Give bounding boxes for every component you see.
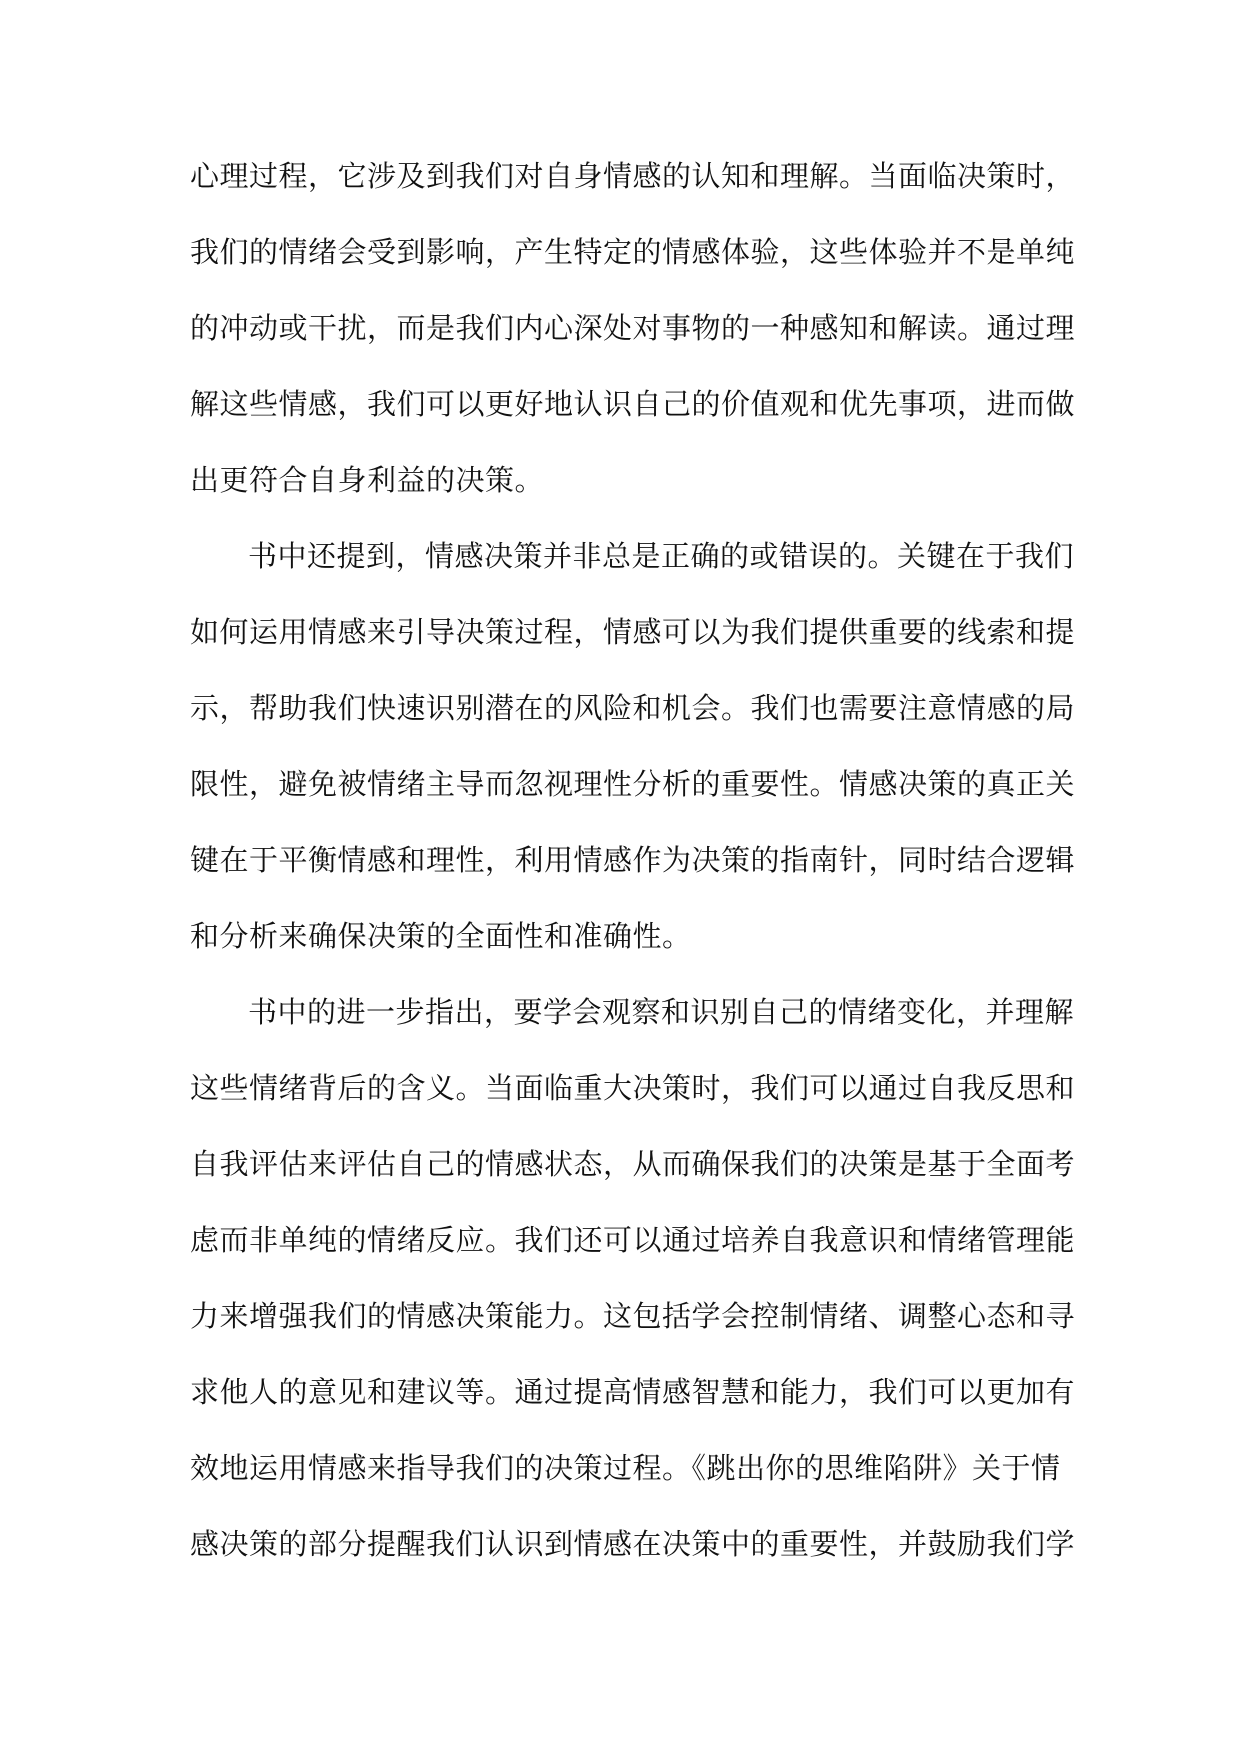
paragraph-line: 的冲动或干扰，而是我们内心深处对事物的一种感知和解读。通过理 [190, 311, 1076, 345]
paragraph-line: 效地运用情感来指导我们的决策过程。《跳出你的思维陷阱》关于情 [190, 1451, 1061, 1485]
paragraph-line: 感决策的部分提醒我们认识到情感在决策中的重要性，并鼓励我们学 [190, 1527, 1076, 1561]
paragraph-line: 虑而非单纯的情绪反应。我们还可以通过培养自我意识和情绪管理能 [190, 1223, 1076, 1257]
paragraph-line: 限性，避免被情绪主导而忽视理性分析的重要性。情感决策的真正关 [190, 767, 1076, 801]
paragraph-line: 和分析来确保决策的全面性和准确性。 [190, 919, 692, 953]
paragraph-line: 示，帮助我们快速识别潜在的风险和机会。我们也需要注意情感的局 [190, 691, 1076, 725]
paragraph-line: 出更符合自身利益的决策。 [190, 463, 545, 497]
paragraph-line: 键在于平衡情感和理性，利用情感作为决策的指南针，同时结合逻辑 [190, 843, 1076, 877]
paragraph-line: 心理过程，它涉及到我们对自身情感的认知和理解。当面临决策时， [190, 159, 1076, 193]
paragraph-line: 这些情绪背后的含义。当面临重大决策时，我们可以通过自我反思和 [190, 1071, 1076, 1105]
paragraph-line: 我们的情绪会受到影响，产生特定的情感体验，这些体验并不是单纯 [190, 235, 1076, 269]
paragraph-line: 求他人的意见和建议等。通过提高情感智慧和能力，我们可以更加有 [190, 1375, 1076, 1409]
paragraph-line: 解这些情感，我们可以更好地认识自己的价值观和优先事项，进而做 [190, 387, 1076, 421]
paragraph-line: 力来增强我们的情感决策能力。这包括学会控制情绪、调整心态和寻 [190, 1299, 1076, 1333]
paragraph-line: 书中的进一步指出，要学会观察和识别自己的情绪变化，并理解 [248, 995, 1075, 1029]
paragraph-line: 书中还提到，情感决策并非总是正确的或错误的。关键在于我们 [248, 539, 1075, 573]
paragraph-line: 如何运用情感来引导决策过程，情感可以为我们提供重要的线索和提 [190, 615, 1076, 649]
paragraph-line: 自我评估来评估自己的情感状态，从而确保我们的决策是基于全面考 [190, 1147, 1076, 1181]
